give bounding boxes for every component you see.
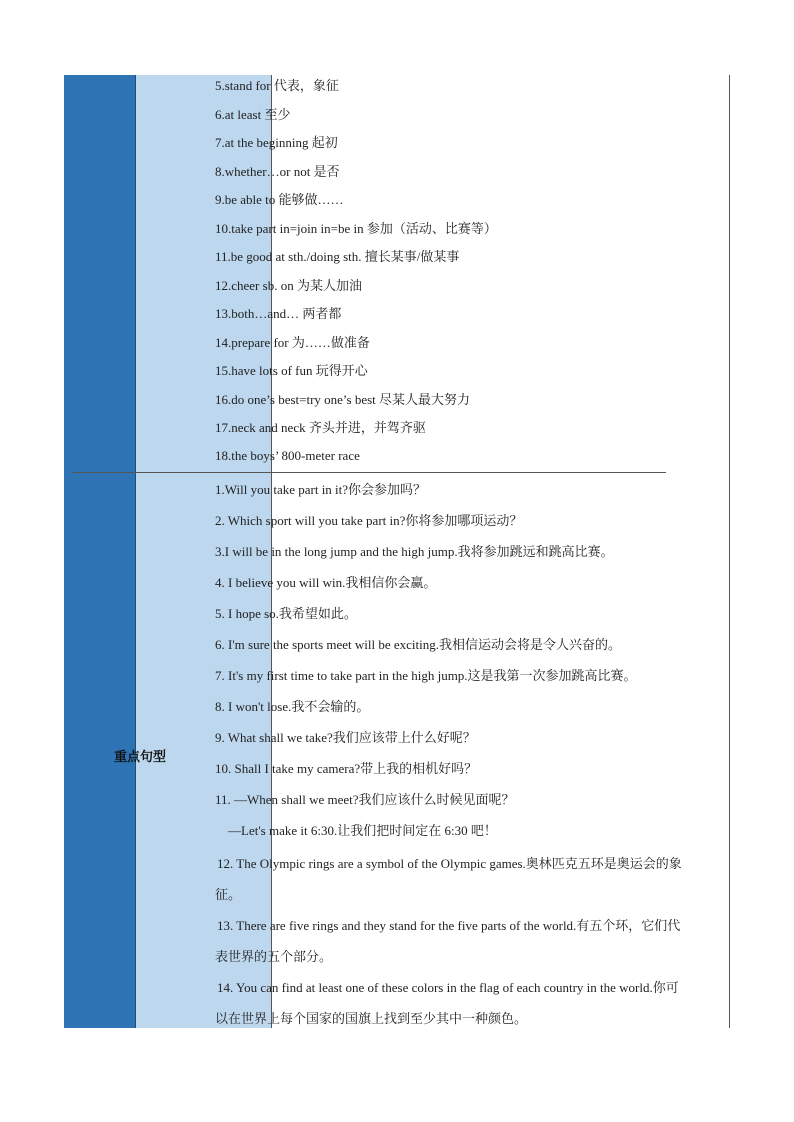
section-divider [72,472,666,473]
vocab-item: 10.take part in=join in=be in 参加（活动、比赛等） [215,221,497,236]
sentence-item-continuation: 表世界的五个部分。 [215,949,333,964]
vocab-item: 8.whether…or not 是否 [215,164,340,179]
sentence-item-continuation: 以在世界上每个国家的国旗上找到至少其中一种颜色。 [215,1011,528,1026]
sentence-item-continuation: 征。 [215,887,242,902]
section-label-key-sentences: 重点句型 [113,750,166,765]
vocab-item: 5.stand for 代表，象征 [215,78,339,93]
vocab-item: 16.do one’s best=try one’s best 尽某人最大努力 [215,392,471,407]
sentence-item: 13. There are five rings and they stand for the five parts of the world.有五个环，它们代 [217,918,681,933]
vocab-item: 9.be able to 能够做…… [215,192,344,207]
sentence-item: 2. Which sport will you take part in?你将参加哪项运动？ [215,513,523,528]
sentence-item: 8. I won't lose.我不会输的。 [215,699,370,714]
vocab-item: 17.neck and neck 齐头并进，并驾齐驱 [215,420,426,435]
table-left-band [64,75,136,1028]
sentence-item: 3.I will be in the long jump and the high jump.我将参加跳远和跳高比赛。 [215,544,614,559]
sentence-item: 7. It's my first time to take part in the high jump.这是我第一次参加跳高比赛。 [215,668,637,683]
vocab-item: 18.the boys’ 800-meter race [215,448,360,463]
sentence-item: 9. What shall we take?我们应该带上什么好呢？ [215,730,476,745]
sentence-item: —Let's make it 6:30.让我们把时间定在 6:30 吧！ [228,823,497,838]
sentence-item: 4. I believe you will win.我相信你会赢。 [215,575,437,590]
vocab-item: 6.at least 至少 [215,107,291,122]
sentence-item: 14. You can find at least one of these colors in the flag of each country in the world.你可 [217,980,679,995]
sentence-item: 11. —When shall we meet?我们应该什么时候见面呢？ [215,792,515,807]
vocab-item: 13.both…and… 两者都 [215,306,342,321]
vocab-item: 12.cheer sb. on 为某人加油 [215,278,362,293]
vocab-item: 14.prepare for 为……做准备 [215,335,370,350]
sentence-item: 6. I'm sure the sports meet will be exciting.我相信运动会将是令人兴奋的。 [215,637,622,652]
vocab-item: 7.at the beginning 起初 [215,135,338,150]
sentence-item: 12. The Olympic rings are a symbol of the Olympic games.奥林匹克五环是奥运会的象 [217,856,682,871]
vocab-item: 15.have lots of fun 玩得开心 [215,363,368,378]
vocab-item: 11.be good at sth./doing sth. 擅长某事/做某事 [215,249,460,264]
sentence-item: 5. I hope so.我希望如此。 [215,606,357,621]
sentence-item: 10. Shall I take my camera?带上我的相机好吗？ [215,761,478,776]
sentence-item: 1.Will you take part in it?你会参加吗？ [215,482,427,497]
